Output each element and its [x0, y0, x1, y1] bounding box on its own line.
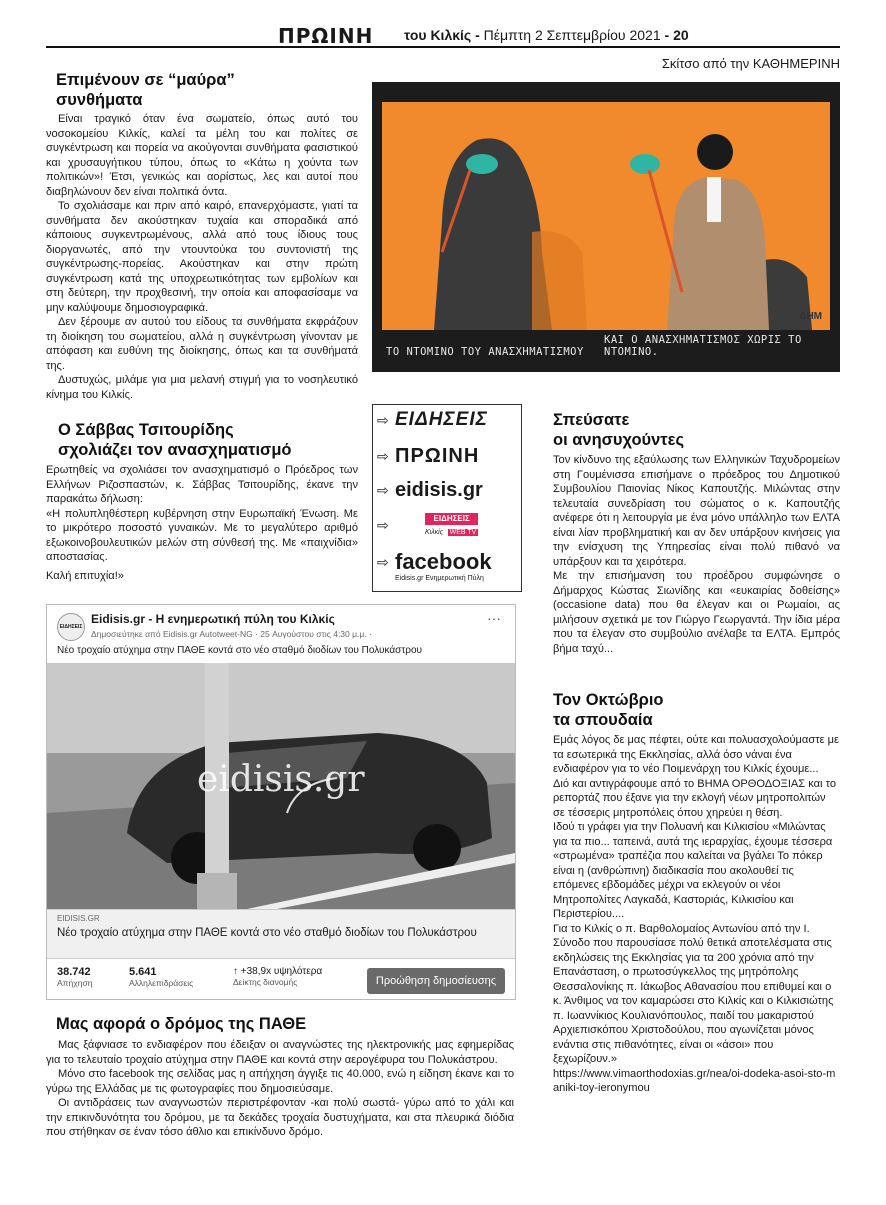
article-body: Μας ξάφνιασε το ενδιαφέρον που έδειξαν οι αναγνώστες της ηλεκτρονικής μας εφημερίδας για το τελευταίο τροχαίο ατύχημα στην ΠΑΘΕ και κοντά στην αερογέφυρα του Πολυκάστρου. Μόνο στο facebook της σελίδας μας η απήχηση άγγιξε τις 40.000, ενώ η είδηση έκανε και το γύρω της Ελλάδας με τις φωτογραφίες που δημοσιεύσαμε. Οι αντιδράσεις των αναγνωστών περιστρέφονταν -και πολύ σωστά- γύρω από το χάλι και την επικινδυνότητα του δρόμου, με τα δεκάδες τροχαία δυστυχήματα, και στα πλευρικά διόδια που στήθηκαν σε έναν τόσο άθλιο και επικίνδυνο δρόμο.	[46, 1039, 514, 1138]
reach-stat: 38.742 Απήχηση	[57, 966, 93, 988]
eidisis-ad	[372, 404, 522, 592]
header-info	[404, 27, 689, 43]
ad-subtitle: Eidisis.gr Ενημερωτική Πύλη	[395, 575, 484, 582]
arrow-up-icon: ↑	[233, 966, 238, 977]
article-title: Σπεύσατε οι ανησυχούντες	[553, 411, 685, 449]
article-october	[553, 690, 840, 1096]
arrow-icon: ⇨	[377, 411, 389, 428]
photo-watermark: eidisis.gr	[197, 759, 365, 800]
page-header	[46, 24, 840, 48]
edition: του Κιλκίς	[404, 27, 472, 43]
webtv-logo: ΕΙΔΗΣΕΙΣ Κιλκίς WEB TV	[425, 514, 477, 536]
ad-row-eidiseis: ⇨ ΕΙΔΗΣΕΙΣ	[377, 409, 488, 430]
article-title: Επιμένουν σε “μαύρα” συνθήματα	[56, 71, 235, 109]
article-title: Ο Σάββας Τσιτουρίδης σχολιάζει τον ανασχηματισμό	[58, 421, 292, 459]
arrow-icon: ⇨	[377, 517, 389, 533]
page-avatar[interactable]: ΕΙΔΗΣΕΙΣ	[57, 613, 85, 641]
cartoon-caption-right: ΚΑΙ Ο ΑΝΑΣΧΗΜΑΤΙΣΜΟΣ ΧΩΡΙΣ ΤΟ ΝΤΟΜΙΝΟ.	[604, 334, 802, 358]
cartoon-panel-right	[597, 102, 830, 330]
page-name[interactable]: Eidisis.gr - Η ενημερωτική πύλη του Κιλκίς	[91, 612, 335, 626]
separator: -	[475, 27, 480, 43]
cartoon	[372, 82, 840, 372]
post-text: Νέο τροχαίο ατύχημα στην ΠΑΘΕ κοντά στο νέο σταθμό διοδίων του Πολυκάστρου	[57, 645, 422, 656]
ad-row-website: ⇨ eidisis.gr	[377, 479, 483, 501]
link-domain: EIDISIS.GR	[57, 914, 100, 923]
arrow-icon: ⇨	[377, 482, 389, 498]
article-title: Τον Οκτώβριο τα σπουδαία	[553, 691, 664, 729]
crash-photo[interactable]	[47, 663, 515, 909]
article-title: Μας αφορά ο δρόμος της ΠΑΘΕ	[56, 1015, 307, 1033]
distribution-stat: ↑ +38,9x υψηλότερα Δείκτης διανομής	[233, 966, 323, 987]
boost-post-button[interactable]: Προώθηση δημοσίευσης	[367, 968, 505, 994]
article-pathe-road	[46, 1014, 514, 1140]
article-hurry	[553, 410, 840, 656]
link-preview[interactable]	[47, 909, 515, 959]
arrow-icon: ⇨	[377, 448, 389, 464]
ad-row-webtv	[377, 513, 517, 538]
post-meta: Δημοσιεύτηκε από Eidisis.gr Autotweet-NG · 25 Αυγούστου στις 4:30 μ.μ. ·	[91, 629, 372, 639]
article-body: Είναι τραγικό όταν ένα σωματείο, όπως αυτό του νοσοκομείου Κιλκίς, καλεί τα μέλη του και πολίτες σε συγκέντρωση και πορεία να ακούγονται συνθήματα φασιστικού και χρυσαυγήτικου τύπου, όπως το «Κάτω η χούντα των πολιτικών»! Έτσι, γενικώς και αορίστως, λες και αυτοί που διαβηλώνουν δεν είναι πολιτικά όντα. Το σχολιάσαμε και πριν από καιρό, επανερχόμαστε, γιατί τα συνθήματα δεν ακούστηκαν τυχαία και σποραδικά από κάποιους συγκεντρωμένους, αλλά από τους ίδιους τους διοργανωτές, από την ντουντούκα του συντονιστή της συγκέντρωσης-πορείας. Ακούστηκαν και στην πρώτη συγκέντρωση κατά της υποχρεωτικότητας των εμβολίων και στη δεύτερη, την προχθεσινή, την οποία και αποφασίσαμε να μην καλύψουμε δημοσιογραφικά. Δεν ξέρουμε αν αυτού του είδους τα συνθήματα εκφράζουν τη διοίκηση του σωματείου, αλλά η συγκέντρωση γίνονταν με απόφαση και ευθύνη της διοίκησης, όπως και τα συνθήματά της. Δυστυχώς, μιλάμε για μια μελανή στιγμή για το νοσηλευτικό κίνημα του Κιλκίς.	[46, 113, 358, 401]
masthead: ΠΡΩΙΝΗ	[278, 24, 374, 48]
article-body: Εμάς λόγος δε μας πέφτει, ούτε και πολυασχολούμαστε με τα εσωτερικά της Εκκλησίας, αλλά όσο νάναι ένα ενδιαφέρον για το νέο Ποιμενάρχη του Κιλκίς έχουμε... Διό και αντιγράφουμε από το ΒΗΜΑ ΟΡΘΟΔΟΞΙΑΣ και το ρεπορτάζ που έξανε για την εκλογή νέων μητροπολιτών σε τέσσερις μητροπόλεις όπου χηρεύει η θέση. Ιδού τι γράφει για την Πολυανή και Κιλκισίου «Μιλώντας για τα πιο... ταπεινά, αυτά της ιεραρχίας, έχουμε τέσσερα «στρωμένα» τραπέζια που καλείται να βγάλει Το πόκερ είναι η (ανθρώπινη) διαδικασία που ακολουθεί τις επόμενες εβδομάδες μέχρι να εκλεγούν οι νέοι Μητροπολίτες Λαγκαδά, Καστοριάς, Κιλκισίου και Περιστερίου.... Για το Κιλκίς ο π. Βαρθολομαίος Αντωνίου από την Ι. Σύνοδο που παρουσίασε πολύ θετικά αποτελέσματα στις εκδηλώσεις της Εκκλησίας για τα 200 χρόνια από την Επανάσταση, ο πρωτοσύγκελλος της μητρόπολης Θεσσαλονίκης π. Ιάκωβος Αθανασίου που επιθυμεί και ο κ. Άνθιμος να τον καμαρώσει στο Κιλκίς και ο Κιλκισιώτης π. Ιωαννίκιος Κουλιανόπουλος, παιδί του μακαριστού Αρχιεπισκόπου Χριστοδούλου, που αγωνίζεται μόνος ενάντια στις πιθανότητες, είναι οι «άσοι» που ξεχωρίζουν.» https://www.vimaorthodoxias.gr/nea/oi-dodeka-asoi-sto-maniki-toy-ieronymou	[553, 734, 839, 1094]
ad-row-proini: ⇨ ΠΡΩΙΝΗ	[377, 445, 480, 467]
cartoon-credit: Σκίτσο από την ΚΑΘΗΜΕΡΙΝΗ	[661, 56, 840, 71]
article-body: Τον κίνδυνο της εξαύλωσης των Ελληνικών Ταχυδρομείων στη Γουμένισσα επισήμανε ο πρόεδρος του Δημοτικού Συμβουλίου Παιονίας Νίκος Καπουτζής. Μιλώντας στην τελευταία συνεδρίαση του σώματος ο κ. Καπουτζής ανέφερε ότι η λειτουργία με ένα μόνο υπάλληλο των ΕΛΤΑ είναι λίαν προβληματική και αν δεν υπάρξουν κινήσεις για την ενίσχυση της Υπηρεσίας είναι πολύ πιθανό να υπάρξουν και τα χειρότερα. Με την επισήμανση του προέδρου συμφώνησε ο Δήμαρχος Κώστας Σιωνίδης και «ευκαιρίας δοθείσης» (occasione data) που θα έλεγαν και οι Ρωμαίοι, ας μιλήσουν σχετικά με τον Γιώργο Γεωργαντά. Την ίδια μέρα που τα έλεγαν στο συμβούλιο ανέλαβε τα ΕΛΤΑ. Εμπρός βήμα ταχύ...	[553, 454, 840, 655]
article-tsitouridis	[46, 420, 358, 583]
cartoon-panel-left	[382, 102, 597, 330]
facebook-post	[46, 604, 516, 1000]
source-url: https://www.vimaorthodoxias.gr/nea/oi-dodeka-asoi-sto-maniki-toy-ieronymou	[553, 1067, 836, 1094]
engagement-stat: 5.641 Αλληλεπιδράσεις	[129, 966, 194, 988]
arrow-icon: ⇨	[377, 553, 389, 570]
cartoon-signature: ΔΗΜ	[799, 311, 822, 322]
link-title: Νέο τροχαίο ατύχημα στην ΠΑΘΕ κοντά στο νέο σταθμό διοδίων του Πολυκάστρου	[57, 927, 477, 939]
article-black-slogans	[46, 70, 358, 402]
article-body: Ερωτηθείς να σχολιάσει τον ανασχηματισμό ο Πρόεδρος των Ελλήνων Ριζοσπαστών, κ. Σάββας Τσιτουρίδης, έκανε την παρακάτω δήλωση: «Η πολυπληθέστερη κυβέρνηση στην Ευρωπαϊκή Ένωση. Με το μικρότερο ποσοστό γυναικών. Με το μεγαλύτερο αριθμό εξωκοινοβουλευτικών μελών στη σύνθεσή της. Με «παιχνίδια» αποστασίας. Καλή επιτυχία!»	[46, 464, 358, 582]
ad-row-facebook: ⇨ facebook	[377, 549, 492, 574]
page-number: 20	[673, 27, 689, 43]
issue-date: Πέμπτη 2 Σεπτεμβρίου 2021	[483, 27, 661, 43]
cartoon-caption-left: ΤΟ ΝΤΟΜΙΝΟ ΤΟΥ ΑΝΑΣΧΗΜΑΤΙΣΜΟΥ	[386, 346, 584, 358]
more-options-icon[interactable]: ···	[487, 610, 501, 626]
dash: -	[664, 27, 670, 43]
